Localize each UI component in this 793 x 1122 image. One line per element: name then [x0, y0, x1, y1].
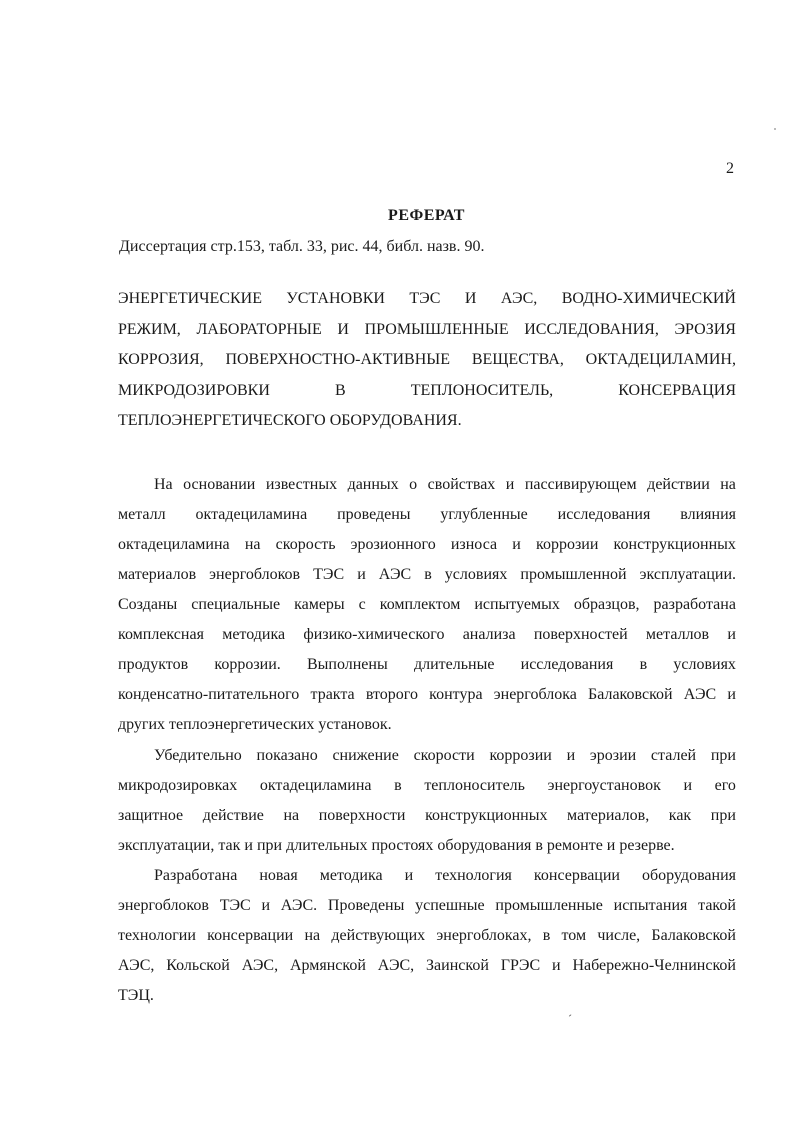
- paragraph-2-line-4: эксплуатации, так и при длительных простоях оборудования в ремонте и резерве.: [118, 837, 675, 854]
- word: с: [358, 596, 366, 613]
- word: октадециламина: [118, 536, 230, 553]
- word: Армянской: [289, 957, 366, 974]
- keyword-word: ОКТАДЕЦИЛАМИН,: [585, 351, 736, 368]
- word: тракта: [310, 686, 355, 703]
- paragraph-3: [118, 867, 736, 1017]
- word: числе,: [597, 927, 641, 944]
- word: образцов,: [573, 596, 640, 613]
- word: такой: [698, 897, 736, 914]
- word: энергоблоков: [118, 897, 209, 914]
- word: испытуемых: [474, 596, 560, 613]
- word: энергоблока: [493, 686, 577, 703]
- keyword-word: ВОДНО-ХИМИЧЕСКИЙ: [561, 290, 736, 307]
- keywords-line-5: ТЕПЛОЭНЕРГЕТИЧЕСКОГО ОБОРУДОВАНИЯ.: [118, 412, 462, 429]
- paragraph-1-line-1: [118, 476, 736, 506]
- word: условиях: [444, 566, 508, 583]
- word: и: [512, 536, 521, 553]
- page-number: 2: [726, 160, 734, 177]
- keyword-word: УСТАНОВКИ: [286, 290, 385, 307]
- keyword-word: ЭНЕРГЕТИЧЕСКИЕ: [118, 290, 262, 307]
- keyword-word: ИССЛЕДОВАНИЯ,: [524, 320, 659, 338]
- word: АЭС,: [377, 957, 415, 974]
- keyword-word: ВЕЩЕСТВА,: [471, 351, 564, 368]
- word: энергоблоков: [209, 566, 301, 583]
- word: действии: [647, 476, 710, 493]
- word: снижение: [332, 747, 399, 764]
- word: АЭС.: [280, 897, 318, 914]
- keyword-word: ТЭС: [409, 290, 441, 307]
- word: эрозионного: [350, 536, 436, 553]
- word: в: [424, 566, 432, 583]
- word: действующих: [331, 927, 426, 944]
- word: энергоустановок: [547, 777, 661, 794]
- word: условиях: [673, 656, 736, 673]
- word: в: [394, 777, 402, 794]
- word: на: [304, 927, 321, 944]
- word: известных: [265, 476, 338, 493]
- word: свойствах: [427, 476, 496, 493]
- keywords-block: [118, 290, 736, 443]
- word: скорости: [413, 747, 475, 764]
- keyword-word: ЛАБОРАТОРНЫЕ: [196, 320, 322, 338]
- word: АЭС: [683, 686, 717, 703]
- word: о: [409, 476, 418, 493]
- word: конструкционных: [613, 536, 736, 553]
- word: и: [566, 747, 576, 764]
- word: методика: [222, 626, 286, 643]
- word: анализа: [462, 626, 516, 643]
- word: АЭС,: [118, 957, 155, 974]
- word: АЭС,: [241, 957, 279, 974]
- word: ТЭС: [313, 566, 345, 583]
- word: Набережно-Челнинской: [572, 957, 736, 974]
- word: том: [561, 927, 587, 944]
- word: эксплуатации.: [639, 566, 736, 583]
- word: коррозии: [535, 536, 599, 553]
- keyword-word: В: [334, 381, 346, 399]
- word: и: [552, 957, 561, 974]
- paragraph-1-line-8: [118, 686, 736, 716]
- word: и: [404, 867, 414, 884]
- word: длительные: [413, 656, 495, 673]
- word: и: [357, 566, 366, 583]
- paragraph-2-line-3: [118, 807, 736, 837]
- word: октадециламина: [195, 506, 308, 523]
- word: и: [505, 476, 515, 493]
- word: физико-химического: [303, 626, 445, 643]
- word: металлов: [645, 626, 710, 643]
- word: новая: [259, 867, 298, 884]
- word: ТЭС: [219, 897, 251, 914]
- word: поверхности: [318, 807, 406, 824]
- word: данных: [347, 476, 399, 493]
- word: коррозии: [489, 747, 552, 764]
- word: специальные: [191, 596, 281, 613]
- word: Проведены: [327, 897, 405, 914]
- word: основании: [183, 476, 256, 493]
- word: на: [244, 536, 261, 553]
- keyword-word: КОРРОЗИЯ,: [118, 351, 204, 368]
- word: испытания: [613, 897, 688, 914]
- word: в: [639, 656, 648, 673]
- paragraph-1-line-3: [118, 536, 736, 566]
- word: успешные: [415, 897, 485, 914]
- word: коррозии.: [214, 656, 281, 673]
- paragraph-1: [118, 476, 736, 746]
- word: износа: [450, 536, 498, 553]
- word: АЭС: [378, 566, 412, 583]
- word: и: [727, 626, 736, 643]
- keyword-word: ТЕПЛОНОСИТЕЛЬ,: [410, 381, 554, 399]
- word: Кольской: [166, 957, 230, 974]
- keyword-word: ПРОМЫШЛЕННЫЕ: [364, 320, 509, 338]
- word: комплексная: [118, 626, 204, 643]
- word: углубленные: [440, 506, 528, 523]
- paragraph-1-line-4: [118, 566, 736, 596]
- keyword-word: ЭРОЗИЯ: [674, 320, 736, 338]
- word: Убедительно: [154, 747, 242, 764]
- word: промышленной: [520, 566, 627, 583]
- word: октадециламина: [259, 777, 372, 794]
- keyword-word: РЕЖИМ,: [118, 320, 181, 338]
- paragraph-2: [118, 747, 736, 867]
- word: разработана: [653, 596, 736, 613]
- scan-speck: [774, 128, 776, 130]
- paragraph-3-line-3: [118, 927, 736, 957]
- word: продуктов: [118, 656, 189, 673]
- word: действие: [202, 807, 264, 824]
- word: камеры: [294, 596, 345, 613]
- keywords-line-3: [118, 351, 736, 382]
- word: технологии: [118, 927, 196, 944]
- word: второго: [365, 686, 418, 703]
- keyword-word: КОНСЕРВАЦИЯ: [618, 381, 736, 399]
- keywords-line-4: [118, 382, 736, 413]
- word: в: [542, 927, 551, 944]
- word: при: [710, 747, 736, 764]
- paragraph-1-line-5: [118, 596, 736, 626]
- word: скорость: [275, 536, 336, 553]
- paragraph-3-line-2: [118, 897, 736, 927]
- keyword-word: АЭС,: [500, 290, 538, 307]
- paragraph-2-line-1: [118, 747, 736, 777]
- word: материалов,: [567, 807, 650, 824]
- word: конденсатно-питательного: [118, 686, 300, 703]
- word: его: [714, 777, 736, 794]
- paragraph-3-line-4: [118, 957, 736, 987]
- word: Созданы: [118, 596, 178, 613]
- word: Балаковской: [588, 686, 673, 703]
- word: оборудования: [642, 867, 736, 884]
- word: консервации: [533, 867, 620, 884]
- word: На: [154, 476, 173, 493]
- word: методика: [319, 867, 383, 884]
- dissertation-info: Диссертация стр.153, табл. 33, рис. 44, библ. назв. 90.: [119, 238, 485, 255]
- scan-mark: ˊ: [568, 1012, 572, 1026]
- word: исследования: [557, 506, 651, 523]
- word: Разработана: [154, 867, 238, 884]
- word: и: [261, 897, 271, 914]
- word: ГРЭС: [500, 957, 541, 974]
- paragraph-1-line-2: [118, 506, 736, 536]
- word: Балаковской: [651, 927, 736, 944]
- word: металл: [118, 506, 166, 523]
- keyword-word: МИКРОДОЗИРОВКИ: [118, 381, 270, 399]
- page-title: РЕФЕРАТ: [388, 207, 465, 224]
- keyword-word: И: [464, 290, 477, 307]
- paragraph-3-line-5: ТЭЦ.: [118, 987, 154, 1004]
- paragraph-1-line-9: других теплоэнергетических установок.: [118, 716, 392, 733]
- paragraph-3-line-1: [118, 867, 736, 897]
- paragraph-1-line-7: [118, 656, 736, 686]
- word: пассивирующем: [524, 476, 637, 493]
- keywords-line-1: [118, 290, 736, 321]
- keyword-word: ПОВЕРХНОСТНО-АКТИВНЫЕ: [225, 351, 451, 368]
- word: и: [683, 777, 693, 794]
- keywords-line-2: [118, 321, 736, 352]
- word: при: [710, 807, 736, 824]
- paragraph-2-line-2: [118, 777, 736, 807]
- word: исследования: [520, 656, 614, 673]
- word: на: [283, 807, 300, 824]
- word: контура: [429, 686, 483, 703]
- word: теплоноситель: [424, 777, 525, 794]
- keyword-word: И: [337, 320, 349, 338]
- word: показано: [256, 747, 318, 764]
- word: Выполнены: [306, 656, 388, 673]
- word: технология: [435, 867, 512, 884]
- word: сталей: [650, 747, 697, 764]
- word: материалов: [118, 566, 197, 583]
- word: на: [720, 476, 736, 493]
- word: Заинской: [426, 957, 489, 974]
- word: защитное: [118, 807, 184, 824]
- word: консервации: [207, 927, 294, 944]
- paragraph-1-line-6: [118, 626, 736, 656]
- word: влияния: [680, 506, 736, 523]
- word: как: [668, 807, 692, 824]
- word: проведены: [337, 506, 411, 523]
- word: поверхностей: [533, 626, 628, 643]
- word: промышленные: [495, 897, 603, 914]
- word: комплектом: [379, 596, 461, 613]
- word: эрозии: [589, 747, 637, 764]
- word: энергоблоках,: [436, 927, 532, 944]
- word: конструкционных: [425, 807, 548, 824]
- word: и: [727, 686, 736, 703]
- word: микродозировках: [118, 777, 238, 794]
